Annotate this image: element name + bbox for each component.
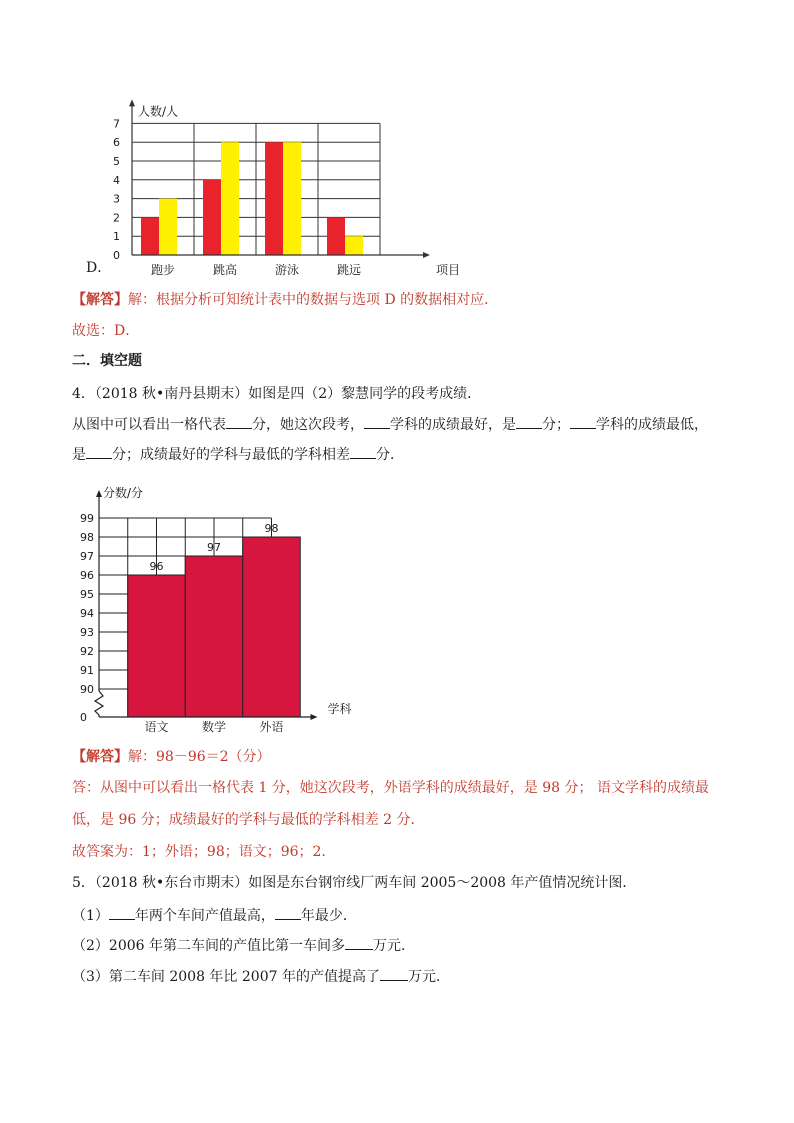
section-title: 二．填空题 <box>72 353 142 369</box>
y-tick-label: 2 <box>113 211 120 225</box>
x-tick-label: 跳高 <box>212 263 238 277</box>
answer-blank[interactable] <box>364 414 390 429</box>
q5-text: 年两个车间产值最高， <box>134 908 275 924</box>
axis-break <box>95 691 103 717</box>
q4-answer-line2: 低，是 96 分；成绩最好的学科与最低的学科相差 2 分． <box>72 812 425 828</box>
scores-bar-chart <box>70 478 390 738</box>
x-tick-label: 外语 <box>259 720 284 734</box>
bar <box>283 142 301 255</box>
q4-text: 分． <box>376 447 404 463</box>
answer-blank[interactable] <box>516 414 542 429</box>
bar <box>345 236 363 255</box>
y-tick-label: 90 <box>80 683 94 696</box>
data-label: 97 <box>207 541 221 554</box>
q4-text: 分； <box>542 417 570 433</box>
answer-blank[interactable] <box>380 966 408 981</box>
y-tick-label: 98 <box>80 531 94 544</box>
answer-tag: 【解答】 <box>72 749 128 765</box>
q5-title: 5．（2018 秋•东台市期末）如图是东台钢帘线厂两车间 2005～2008 年产值情况统计图． <box>72 875 637 891</box>
q4-text: 从图中可以看出一格代表 <box>72 417 226 433</box>
x-axis-label: 项目 <box>436 263 461 277</box>
q5-part2 <box>72 935 415 956</box>
q3-choice: 故选：D． <box>72 323 140 339</box>
bar <box>265 142 283 255</box>
q5-part1 <box>72 905 357 926</box>
q5-text: 万元． <box>373 938 415 954</box>
data-label: 98 <box>264 522 279 535</box>
bar <box>221 142 239 255</box>
x-tick-label: 游泳 <box>274 263 300 277</box>
y-tick-label: 5 <box>113 155 120 168</box>
bar <box>327 217 345 255</box>
q4-title: 4．（2018 秋•南丹县期末）如图是四（2）黎慧同学的段考成绩． <box>72 386 482 402</box>
sports-bar-chart <box>80 96 461 280</box>
origin-label: 0 <box>80 711 87 724</box>
q4-line1 <box>72 414 708 435</box>
answer-blank[interactable] <box>275 905 301 920</box>
q5-text: （3）第二车间 2008 年比 2007 年的产值提高了 <box>72 969 380 985</box>
q5-text: 年最少． <box>300 908 357 924</box>
x-axis-arrow <box>423 252 430 258</box>
y-axis-arrow <box>129 99 135 106</box>
y-tick-label: 99 <box>80 512 94 525</box>
y-tick-label: 91 <box>80 664 94 677</box>
q4-text: 分，她这次段考， <box>252 417 364 433</box>
q5-text: 万元． <box>407 969 450 985</box>
bar <box>203 180 221 255</box>
q4-answer <box>72 747 271 767</box>
x-axis-arrow <box>311 714 318 720</box>
x-tick-label: 跳远 <box>336 263 362 277</box>
y-tick-label: 7 <box>113 117 120 131</box>
y-tick-label: 95 <box>80 588 94 601</box>
q3-answer <box>72 290 498 310</box>
bar <box>243 537 301 717</box>
answer-text: 解：根据分析可知统计表中的数据与选项 D 的数据相对应． <box>128 292 499 308</box>
q4-answer-line1: 答：从图中可以看出一格代表 1 分，她这次段考，外语学科的成绩最好，是 98 分； 语文学科的成绩最 <box>72 780 709 796</box>
x-tick-label: 跑步 <box>150 263 176 277</box>
y-tick-label: 93 <box>80 626 94 639</box>
y-tick-label: 96 <box>80 569 94 582</box>
x-tick-label: 数学 <box>201 720 227 734</box>
y-tick-label: 3 <box>113 192 120 206</box>
answer-blank[interactable] <box>86 444 112 459</box>
y-tick-label: 97 <box>80 550 94 563</box>
q4-text: 分；成绩最好的学科与最低的学科相差 <box>112 447 350 463</box>
y-axis-label: 分数/分 <box>103 486 144 500</box>
bar <box>141 217 159 255</box>
y-axis-arrow <box>96 490 102 497</box>
data-label: 96 <box>149 560 164 573</box>
q4-text: 学科的成绩最低， <box>596 417 708 433</box>
x-axis-label: 学科 <box>327 702 352 716</box>
q4-final-answer: 故答案为：1；外语；98；语文；96；2． <box>72 844 336 860</box>
y-tick-label: 1 <box>113 230 120 244</box>
y-tick-label: 6 <box>113 136 120 150</box>
y-tick-label: 94 <box>80 607 94 620</box>
q5-part3 <box>72 966 450 987</box>
answer-blank[interactable] <box>345 935 373 950</box>
answer-tag: 【解答】 <box>72 292 128 308</box>
q4-text: 是 <box>72 447 86 463</box>
answer-blank[interactable] <box>350 444 376 459</box>
y-tick-label: 0 <box>113 249 120 262</box>
answer-blank[interactable] <box>226 414 252 429</box>
bar <box>159 199 177 255</box>
x-tick-label: 语文 <box>144 720 169 734</box>
bar <box>185 556 243 717</box>
answer-blank[interactable] <box>109 905 135 920</box>
q5-text: （1） <box>72 908 109 924</box>
q4-text: 学科的成绩最好，是 <box>390 417 516 433</box>
option-d-label: D． <box>86 260 112 276</box>
answer-text: 解：98－96＝2（分） <box>128 749 271 765</box>
bar <box>128 575 186 717</box>
y-tick-label: 92 <box>80 645 94 658</box>
y-axis-label: 人数/人 <box>138 104 179 119</box>
q4-line2 <box>72 444 404 465</box>
answer-blank[interactable] <box>570 414 596 429</box>
q5-text: （2）2006 年第二车间的产值比第一车间多 <box>72 938 345 954</box>
y-tick-label: 4 <box>113 173 120 187</box>
